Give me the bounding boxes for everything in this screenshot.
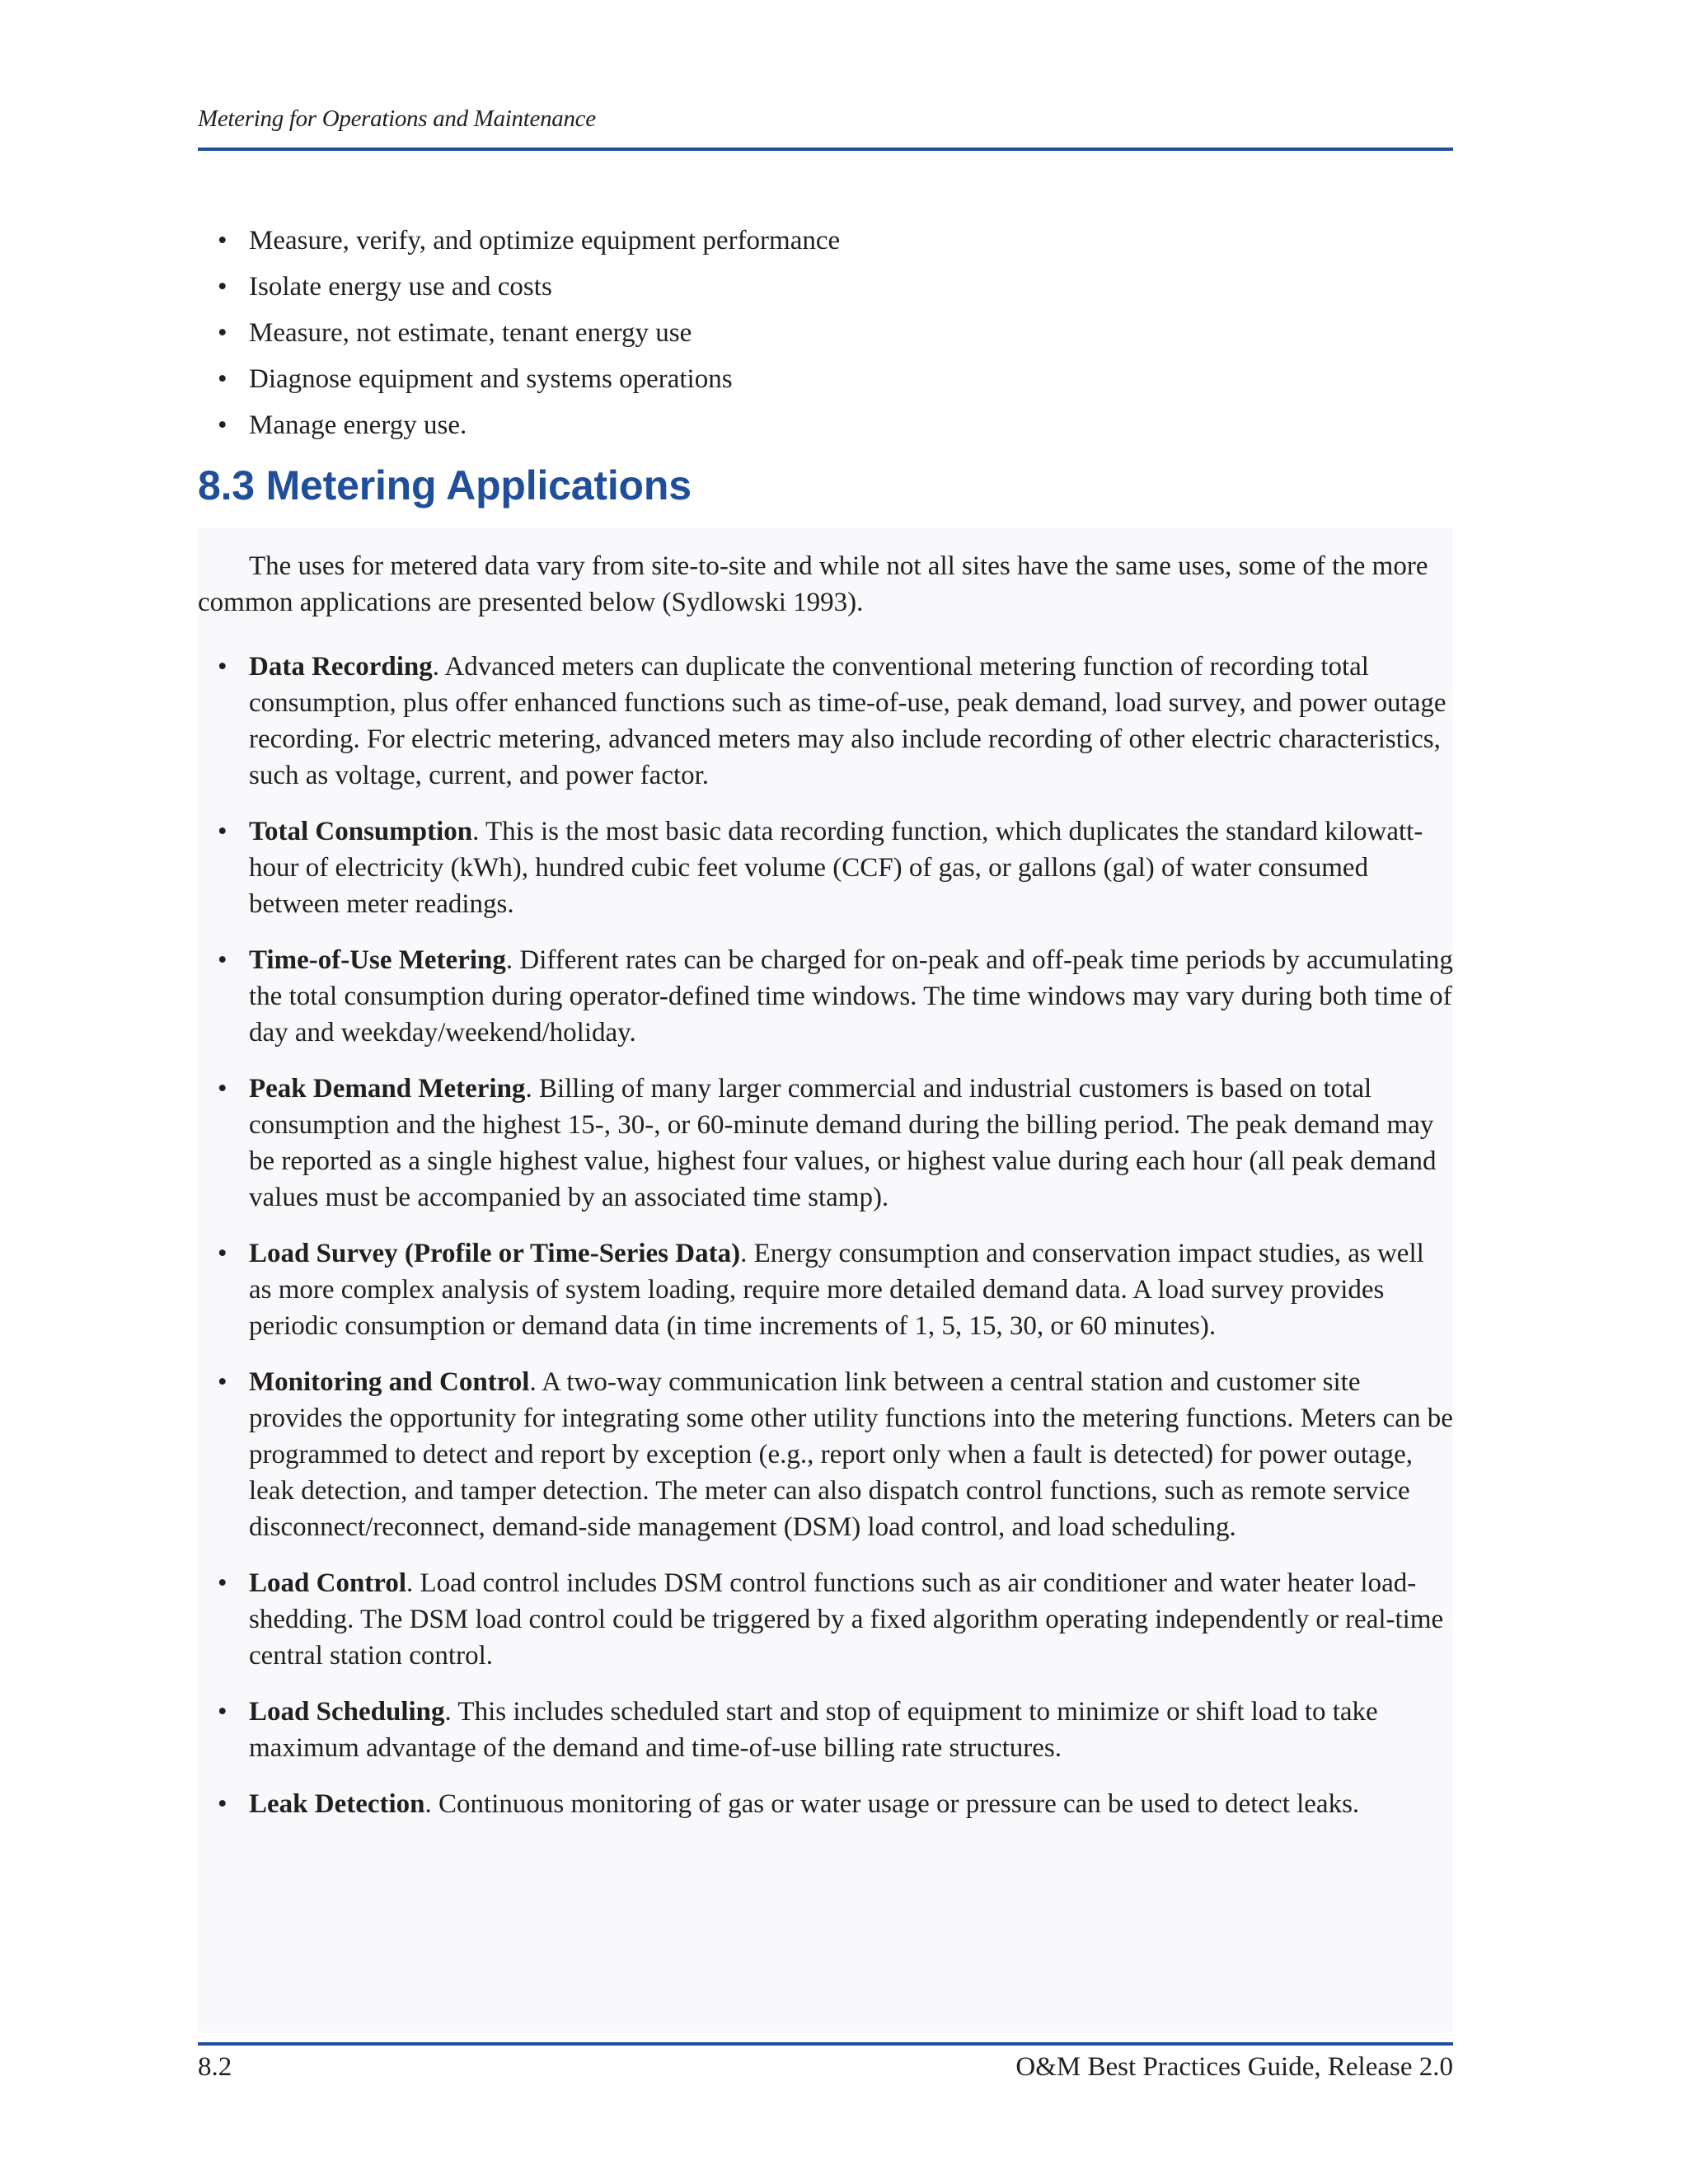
- bullet-icon: •: [218, 272, 227, 302]
- application-term: Load Survey (Profile or Time-Series Data): [249, 1239, 741, 1268]
- bullet-icon: •: [218, 1568, 227, 1598]
- bullet-icon: •: [218, 1367, 227, 1397]
- application-description: . Continuous monitoring of gas or water usage or pressure can be used to detect leaks.: [424, 1789, 1360, 1819]
- application-term: Time-of-Use Metering: [249, 945, 506, 975]
- bullet-icon: •: [218, 945, 227, 975]
- application-item-load-scheduling: [198, 1694, 1453, 1766]
- application-item-data-recording: [198, 649, 1453, 794]
- bullet-icon: •: [218, 1789, 227, 1819]
- application-item-total-consumption: [198, 813, 1453, 922]
- list-item: [198, 402, 1453, 448]
- bullet-icon: •: [218, 817, 227, 846]
- application-item-peak-demand: [198, 1071, 1453, 1216]
- bullet-icon: •: [218, 410, 227, 440]
- application-item-leak-detection: [198, 1786, 1453, 1822]
- application-term: Load Control: [249, 1568, 407, 1598]
- section-heading: 8.3 Metering Applications: [198, 462, 692, 509]
- list-item: [198, 218, 1453, 264]
- application-term: Data Recording: [249, 652, 433, 682]
- list-item-text: Measure, verify, and optimize equipment performance: [249, 226, 841, 255]
- application-term: Peak Demand Metering: [249, 1074, 526, 1104]
- application-description: . Advanced meters can duplicate the conventional metering function of recording total consumption, plus offer enhanced functions such as time-of-use, peak demand, load survey, and power outage recording. For electric metering, advanced meters may also include recording of other electric characteristics, such as voltage, current, and power factor.: [249, 652, 1447, 790]
- application-term: Total Consumption: [249, 817, 473, 846]
- application-term: Monitoring and Control: [249, 1367, 530, 1397]
- application-description: . This is the most basic data recording function, which duplicates the standard kilowatt-hour of electricity (kWh), hundred cubic feet volume (CCF) of gas, or gallons (gal) of water consumed between meter readings.: [249, 817, 1423, 919]
- document-title: O&M Best Practices Guide, Release 2.0: [1015, 2052, 1453, 2082]
- application-item-monitoring-control: [198, 1364, 1453, 1545]
- application-description: . Billing of many larger commercial and industrial customers is based on total consumption and the highest 15-, 30-, or 60-minute demand during the billing period. The peak demand may be reported as a single highest value, highest four values, or highest value during each hour (all peak demand values must be accompanied by an associated time stamp).: [249, 1074, 1437, 1212]
- bullet-icon: •: [218, 318, 227, 348]
- bullet-icon: •: [218, 1239, 227, 1268]
- application-term: Leak Detection: [249, 1789, 425, 1819]
- application-term: Load Scheduling: [249, 1697, 445, 1727]
- list-item-text: Measure, not estimate, tenant energy use: [249, 318, 692, 348]
- application-item-time-of-use: [198, 942, 1453, 1051]
- application-description: . This includes scheduled start and stop of equipment to minimize or shift load to take maximum advantage of the demand and time-of-use billing rate structures.: [249, 1697, 1378, 1763]
- application-description: . Different rates can be charged for on-peak and off-peak time periods by accumulating the total consumption during operator-defined time windows. The time windows may vary during both time of day and weekday/weekend/holiday.: [249, 945, 1453, 1047]
- bullet-icon: •: [218, 1074, 227, 1104]
- application-item-load-survey: [198, 1235, 1453, 1344]
- list-item-text: Manage energy use.: [249, 410, 467, 440]
- running-header: Metering for Operations and Maintenance: [198, 105, 596, 132]
- intro-bullet-list: [198, 218, 1453, 448]
- application-description: . A two-way communication link between a central station and customer site provides the opportunity for integrating some other utility functions into the metering functions. Meters can be programmed to detect and report by exception (e.g., report only when a fault is detected) for power outage, leak detection, and tamper detection. The meter can also dispatch control functions, such as remote service disconnect/reconnect, demand-side management (DSM) load control, and load scheduling.: [249, 1367, 1453, 1542]
- bullet-icon: •: [218, 364, 227, 394]
- list-item: [198, 356, 1453, 402]
- footer-rule: [198, 2042, 1453, 2046]
- bullet-icon: •: [218, 226, 227, 255]
- list-item: [198, 310, 1453, 356]
- application-item-load-control: [198, 1565, 1453, 1674]
- list-item: [198, 264, 1453, 310]
- bullet-icon: •: [218, 652, 227, 682]
- page-number: 8.2: [198, 2052, 232, 2082]
- header-rule: [198, 148, 1453, 151]
- list-item-text: Diagnose equipment and systems operations: [249, 364, 733, 394]
- bullet-icon: •: [218, 1697, 227, 1727]
- list-item-text: Isolate energy use and costs: [249, 272, 552, 302]
- section-intro-paragraph: The uses for metered data vary from site-to-site and while not all sites have the same uses, some of the more common applications are presented below (Sydlowski 1993).: [198, 551, 1428, 617]
- application-description: . Energy consumption and conservation impact studies, as well as more complex analysis of system loading, require more detailed demand data. A load survey provides periodic consumption or demand data (in time increments of 1, 5, 15, 30, or 60 minutes).: [249, 1239, 1424, 1341]
- applications-list: [198, 649, 1453, 1842]
- application-description: . Load control includes DSM control functions such as air conditioner and water heater load-shedding. The DSM load control could be triggered by a fixed algorithm operating independently or real-time central station control.: [249, 1568, 1444, 1671]
